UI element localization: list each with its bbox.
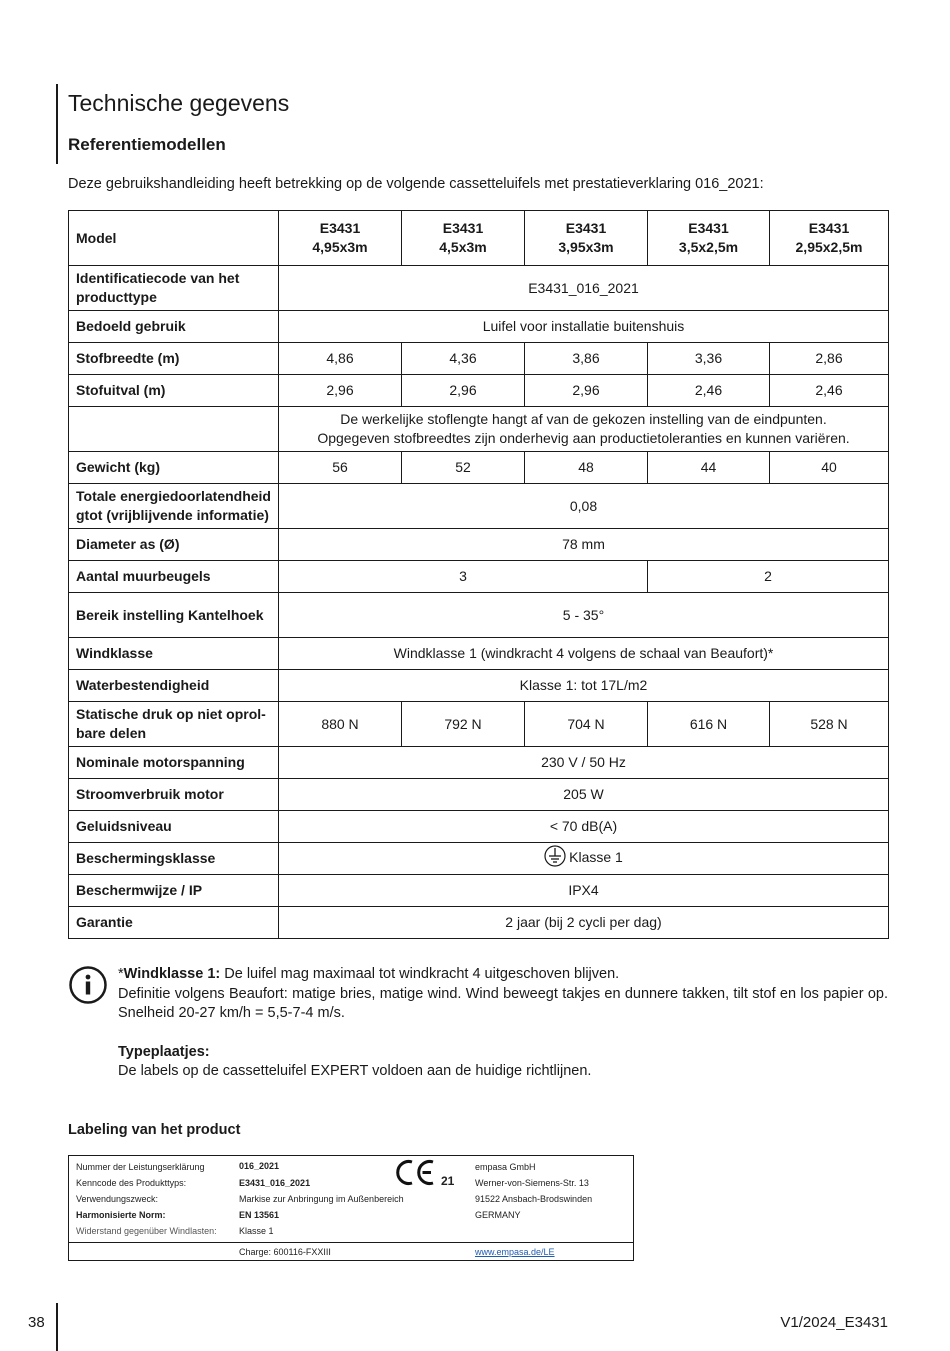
table-cell: Klasse 1: tot 17L/m2 [279,670,889,702]
table-cell: 78 mm [279,529,889,561]
table-cell: 2 [648,561,889,593]
row-label: Windklasse [69,638,279,670]
table-row [69,907,889,939]
table-cell: 40 [770,452,889,484]
wind-class-line [118,965,888,985]
row-label: Diameter as (Ø) [69,529,279,561]
protection-class-value: Klasse 1 [569,849,623,866]
label-field: Widerstand gegenüber Windlasten: [76,1226,217,1236]
ground-icon [544,845,566,872]
label-value: 016_2021 [239,1161,280,1171]
table-cell: 3 [279,561,648,593]
intro-text: Deze gebruikshandleiding heeft betrekking op de volgende cassetteluifels met prestatieverklaring 016_2021: [68,176,764,192]
model-size: 3,95x3m [558,239,614,255]
table-row [69,484,889,529]
table-cell: 56 [279,452,402,484]
model-header [402,211,525,266]
ce-year: 21 [441,1174,455,1188]
model-code: E3431 [808,220,850,236]
label-field: Nummer der Leistungserklärung [76,1162,205,1172]
table-cell: < 70 dB(A) [279,811,889,843]
row-label: Aantal muurbeugels [69,561,279,593]
row-label: Bedoeld gebruik [69,311,279,343]
table-row-note [69,407,889,452]
model-header [648,211,770,266]
charge-number: Charge: 600116-FXXIII [239,1247,331,1257]
table-cell: 2 jaar (bij 2 cycli per dag) [279,907,889,939]
page-number: 38 [28,1314,45,1331]
empty-label-cell [69,407,279,452]
section-subtitle: Referentiemodellen [68,135,226,154]
table-cell: 528 N [770,702,889,747]
table-cell: 3,86 [525,343,648,375]
model-code: E3431 [565,220,607,236]
label-value: Klasse 1 [239,1226,274,1236]
footer-bar [56,1303,58,1351]
row-label: Stroomverbruik motor [69,779,279,811]
row-label: Statische druk op niet oprol-bare delen [69,702,279,747]
table-cell: 880 N [279,702,402,747]
label-divider [69,1242,633,1243]
table-row [69,843,889,875]
table-cell: E3431_016_2021 [279,266,889,311]
table-cell [279,843,889,875]
table-cell: Windklasse 1 (windkracht 4 volgens de schaal van Beaufort)* [279,638,889,670]
table-row [69,311,889,343]
table-cell: 4,36 [402,343,525,375]
row-label: Stofuitval (m) [69,375,279,407]
table-row [69,593,889,638]
type-plate-text: De labels op de cassetteluifel EXPERT voldoen aan de huidige richtlijnen. [118,1063,592,1079]
row-label: Geluidsniveau [69,811,279,843]
spec-table [68,210,889,939]
model-header [279,211,402,266]
model-size: 3,5x2,5m [678,239,739,255]
table-row [69,875,889,907]
company-line: Werner-von-Siemens-Str. 13 [475,1178,589,1188]
table-cell: 0,08 [279,484,889,529]
table-cell: IPX4 [279,875,889,907]
table-row [69,670,889,702]
table-cell: 2,96 [525,375,648,407]
row-label: Garantie [69,907,279,939]
page-title: Technische gegevens [68,90,290,116]
table-row [69,375,889,407]
ce-mark-icon [395,1156,439,1188]
beaufort-definition: Definitie volgens Beaufort: matige bries, matige wind. Wind beweegt takjes en dunnere takken, tilt stof en los papier op. Snelheid 20-27 km/h = 5,5-7-4 m/s. [118,985,888,1021]
table-row-model [69,211,889,266]
company-line: 91522 Ansbach-Brodswinden [475,1194,593,1204]
note-line: De werkelijke stoflengte hangt af van de gekozen instelling van de eindpunten. [340,411,827,427]
row-label: Stofbreedte (m) [69,343,279,375]
table-cell: 792 N [402,702,525,747]
model-size: 4,95x3m [312,239,368,255]
table-cell: Luifel voor installatie buitenshuis [279,311,889,343]
row-label: Gewicht (kg) [69,452,279,484]
label-field: Verwendungszweck: [76,1194,159,1204]
website-link[interactable]: www.empasa.de/LE [475,1247,555,1257]
model-size: 2,95x2,5m [795,239,863,255]
row-label: Nominale motorspanning [69,747,279,779]
table-cell: 5 - 35° [279,593,889,638]
table-row [69,529,889,561]
table-row [69,702,889,747]
wind-class-text: De luifel mag maximaal tot windkracht 4 uitgeschoven blijven. [220,966,620,982]
company-line: empasa GmbH [475,1162,536,1172]
model-header [770,211,889,266]
wind-note [118,965,888,1082]
company-line: GERMANY [475,1210,521,1220]
row-label: Waterbestendigheid [69,670,279,702]
model-size: 4,5x3m [439,239,487,255]
label-field: Kenncode des Produkttyps: [76,1178,187,1188]
table-row [69,638,889,670]
row-label: Beschermwijze / IP [69,875,279,907]
table-cell: 52 [402,452,525,484]
table-cell: 2,96 [279,375,402,407]
table-row [69,266,889,311]
model-header [525,211,648,266]
table-cell: 48 [525,452,648,484]
table-row [69,747,889,779]
wind-class-title: Windklasse 1: [123,966,221,982]
table-cell: 616 N [648,702,770,747]
table-cell: 205 W [279,779,889,811]
table-cell: 2,46 [770,375,889,407]
table-cell: 4,86 [279,343,402,375]
note-line: Opgegeven stofbreedtes zijn onderhevig aan productietoleranties en kunnen variëren. [317,430,850,446]
label-value: E3431_016_2021 [239,1178,311,1188]
table-row [69,811,889,843]
labeling-title: Labeling van het product [68,1122,241,1138]
type-plate-title [118,1043,888,1063]
table-row [69,452,889,484]
table-row [69,561,889,593]
table-cell: 704 N [525,702,648,747]
product-label [68,1155,634,1261]
table-cell: 2,86 [770,343,889,375]
label-value: Markise zur Anbringung im Außenbereich [239,1194,404,1204]
model-code: E3431 [442,220,484,236]
type-plate-heading: Typeplaatjes: [118,1043,210,1060]
row-label: Bereik instelling Kantelhoek [69,593,279,638]
row-label: Identificatiecode van het producttype [69,266,279,311]
label-value: EN 13561 [239,1210,280,1220]
row-label: Totale energiedoorlatendheid gtot (vrijblijvende informatie) [69,484,279,529]
table-cell: 2,96 [402,375,525,407]
label-field: Harmonisierte Norm: [76,1210,166,1220]
info-icon [68,965,108,1005]
document-version: V1/2024_E3431 [780,1314,888,1331]
table-cell: 3,36 [648,343,770,375]
header-bar [56,84,58,164]
table-row [69,779,889,811]
model-code: E3431 [319,220,361,236]
row-label: Model [69,211,279,266]
table-cell: 230 V / 50 Hz [279,747,889,779]
table-cell: 2,46 [648,375,770,407]
footnote-star: * [118,966,124,982]
row-label: Beschermingsklasse [69,843,279,875]
table-cell [279,407,889,452]
model-code: E3431 [688,220,729,236]
table-cell: 44 [648,452,770,484]
table-row [69,343,889,375]
